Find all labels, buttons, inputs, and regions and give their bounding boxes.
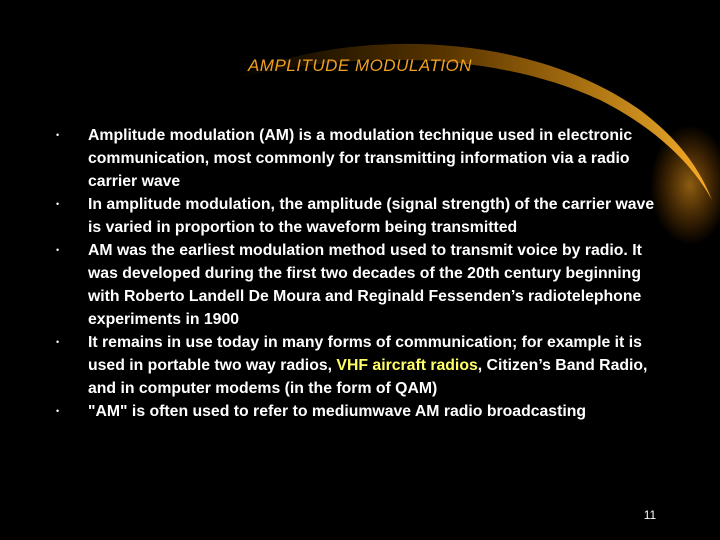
bullet-item <box>56 331 666 400</box>
bullet-icon: • <box>56 130 60 140</box>
page-number: 11 <box>643 508 657 522</box>
slide-title: AMPLITUDE MODULATION <box>247 56 473 75</box>
bullet-item <box>56 193 666 239</box>
vhf-aircraft-radios-link[interactable]: VHF aircraft radios <box>336 357 478 374</box>
bullet-list <box>56 124 666 423</box>
bullet-item <box>56 400 666 423</box>
bullet-text-before-link: It remains in use today in many forms of communication; for example it is used in portable two way radios, <box>88 334 642 374</box>
bullet-icon: • <box>56 406 60 416</box>
bullet-text: "AM" is often used to refer to mediumwave AM radio broadcasting <box>88 403 587 420</box>
bullet-item <box>56 239 666 331</box>
bullet-text: In amplitude modulation, the amplitude (signal strength) of the carrier wave is varied in proportion to the waveform being transmitted <box>88 196 655 236</box>
bullet-icon: • <box>56 199 60 209</box>
bullet-item <box>56 124 666 193</box>
bullet-icon: • <box>56 245 60 255</box>
bullet-icon: • <box>56 337 60 347</box>
bullet-text: AM was the earliest modulation method used to transmit voice by radio. It was developed during the first two decades of the 20th century beginning with Roberto Landell De Moura and Reginald Fessenden’s radiotelephone experiments in 1900 <box>88 242 642 328</box>
bullet-text: Amplitude modulation (AM) is a modulation technique used in electronic communication, most commonly for transmitting information via a radio carrier wave <box>88 127 633 190</box>
bullet-text-after-link: , Citizen’s Band Radio, and in computer modems (in the form of QAM) <box>88 357 648 397</box>
